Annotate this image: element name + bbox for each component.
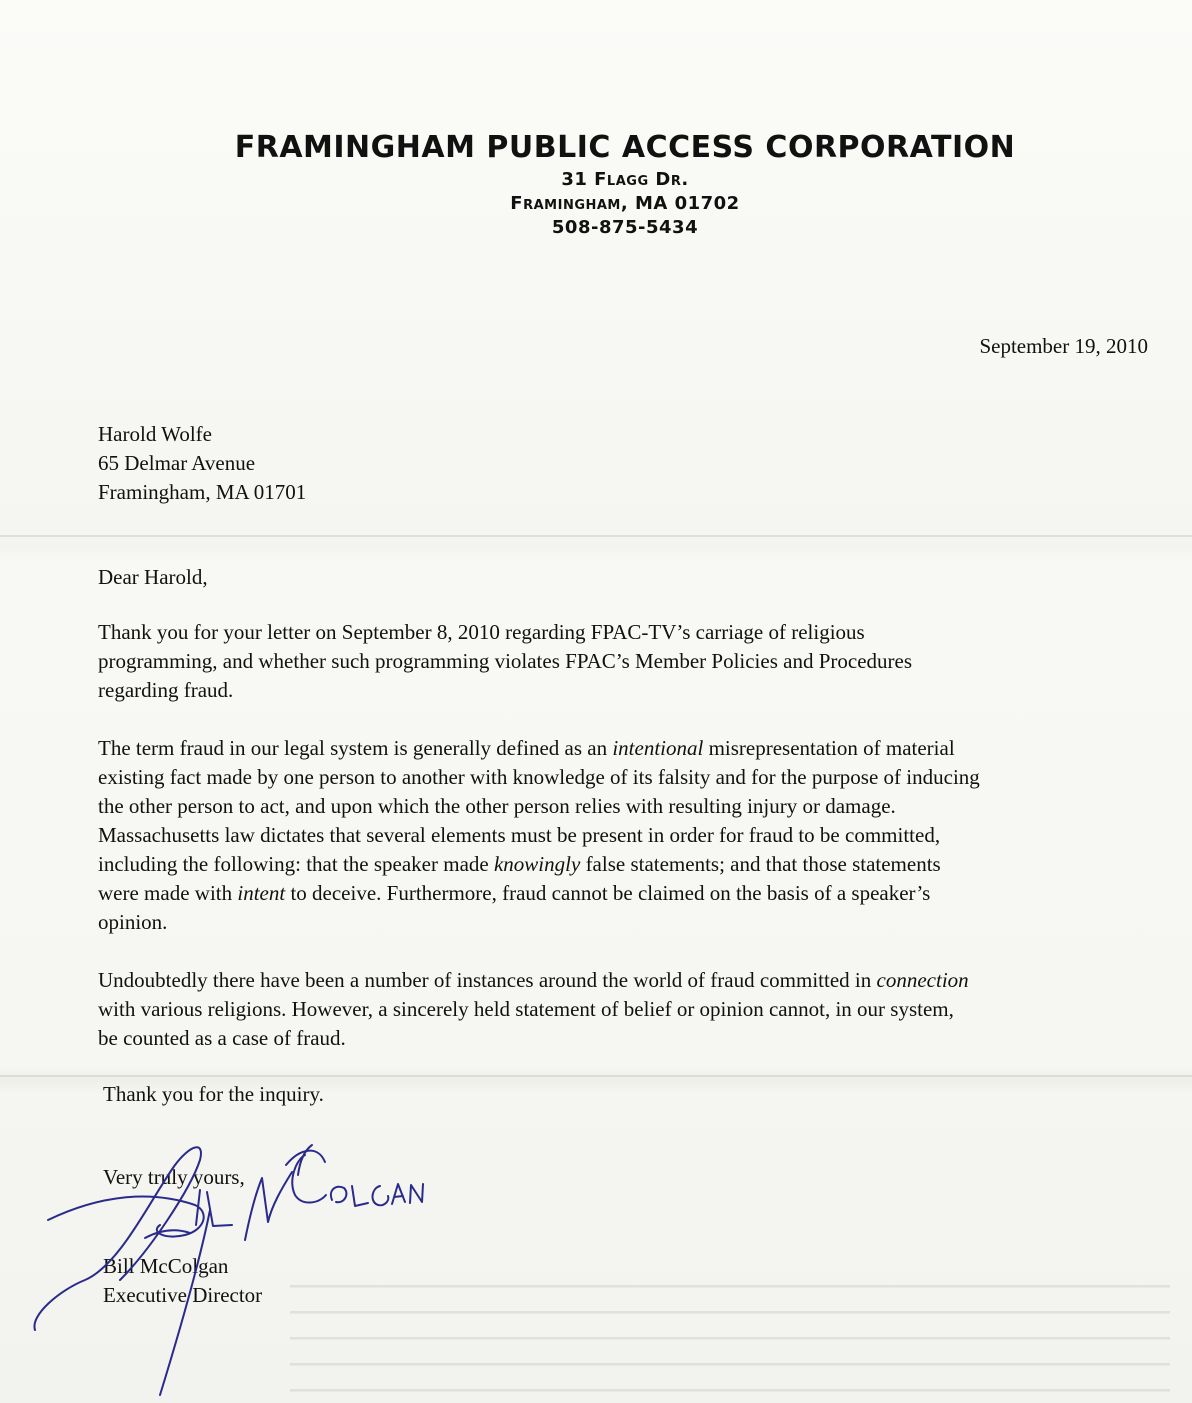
letterhead-phone: 508-875-5434 <box>551 217 699 238</box>
paragraph-1 <box>98 618 1158 705</box>
paragraph-line: with various religions. However, a sincerely held statement of belief or opinion cannot, in our system, <box>98 997 954 1021</box>
paragraph-line: regarding fraud. <box>98 678 234 702</box>
paragraph-3 <box>98 966 1158 1053</box>
signer-title: Executive Director <box>103 1283 263 1307</box>
text-run: Undoubtedly there have been a number of instances around the world of fraud committed in <box>98 968 877 992</box>
letter-date: September 19, 2010 <box>979 334 1148 358</box>
signature-block <box>103 1252 262 1310</box>
recipient-name: Harold Wolfe <box>98 422 212 446</box>
paragraph-2 <box>98 734 1158 937</box>
text-run: including the following: that the speaker made <box>98 852 494 876</box>
paragraph-line <box>98 879 1158 908</box>
salutation: Dear Harold, <box>98 565 208 589</box>
emphasis-knowingly: knowingly <box>493 852 581 876</box>
paragraph-line <box>98 850 1158 879</box>
text-run: The term fraud in our legal system is generally defined as an <box>98 736 613 760</box>
closing-line: Thank you for the inquiry. <box>103 1082 324 1106</box>
recipient-address <box>98 420 306 507</box>
letterhead-street: 31 Flagg Dr. <box>561 169 689 190</box>
recipient-city: Framingham, MA 01701 <box>98 480 307 504</box>
paragraph-line: programming, and whether such programming violates FPAC’s Member Policies and Procedures <box>98 649 913 673</box>
paragraph-line: Massachusetts law dictates that several elements must be present in order for fraud to be committed, <box>98 823 941 847</box>
paragraph-line: the other person to act, and upon which the other person relies with resulting injury or damage. <box>98 794 896 818</box>
paragraph-line: Thank you for your letter on September 8, 2010 regarding FPAC-TV’s carriage of religious <box>98 620 865 644</box>
letterhead <box>0 128 1192 240</box>
emphasis-intentional: intentional <box>612 736 704 760</box>
signer-name: Bill McColgan <box>103 1254 229 1278</box>
organization-name: FRAMINGHAM PUBLIC ACCESS CORPORATION <box>234 130 1016 165</box>
paragraph-line: existing fact made by one person to another with knowledge of its falsity and for the purpose of inducing <box>98 765 980 789</box>
recipient-street: 65 Delmar Avenue <box>98 451 256 475</box>
text-run: misrepresentation of material <box>703 736 955 760</box>
paper-fold-line <box>0 535 1192 537</box>
paragraph-line <box>98 966 1158 995</box>
paragraph-line: opinion. <box>98 910 168 934</box>
text-run: to deceive. Furthermore, fraud cannot be claimed on the basis of a speaker’s <box>285 881 931 905</box>
reverse-side-bleed-through <box>290 1285 1170 1403</box>
text-run: were made with <box>98 881 238 905</box>
paragraph-line: be counted as a case of fraud. <box>98 1026 346 1050</box>
paragraph-line <box>98 734 1158 763</box>
letter-body <box>98 618 1158 1082</box>
emphasis-intent: intent <box>237 881 286 905</box>
emphasis-connection: connection <box>876 968 969 992</box>
letterhead-city: Framingham, MA 01702 <box>510 193 740 214</box>
text-run: false statements; and that those statements <box>580 852 941 876</box>
valediction: Very truly yours, <box>103 1165 245 1189</box>
